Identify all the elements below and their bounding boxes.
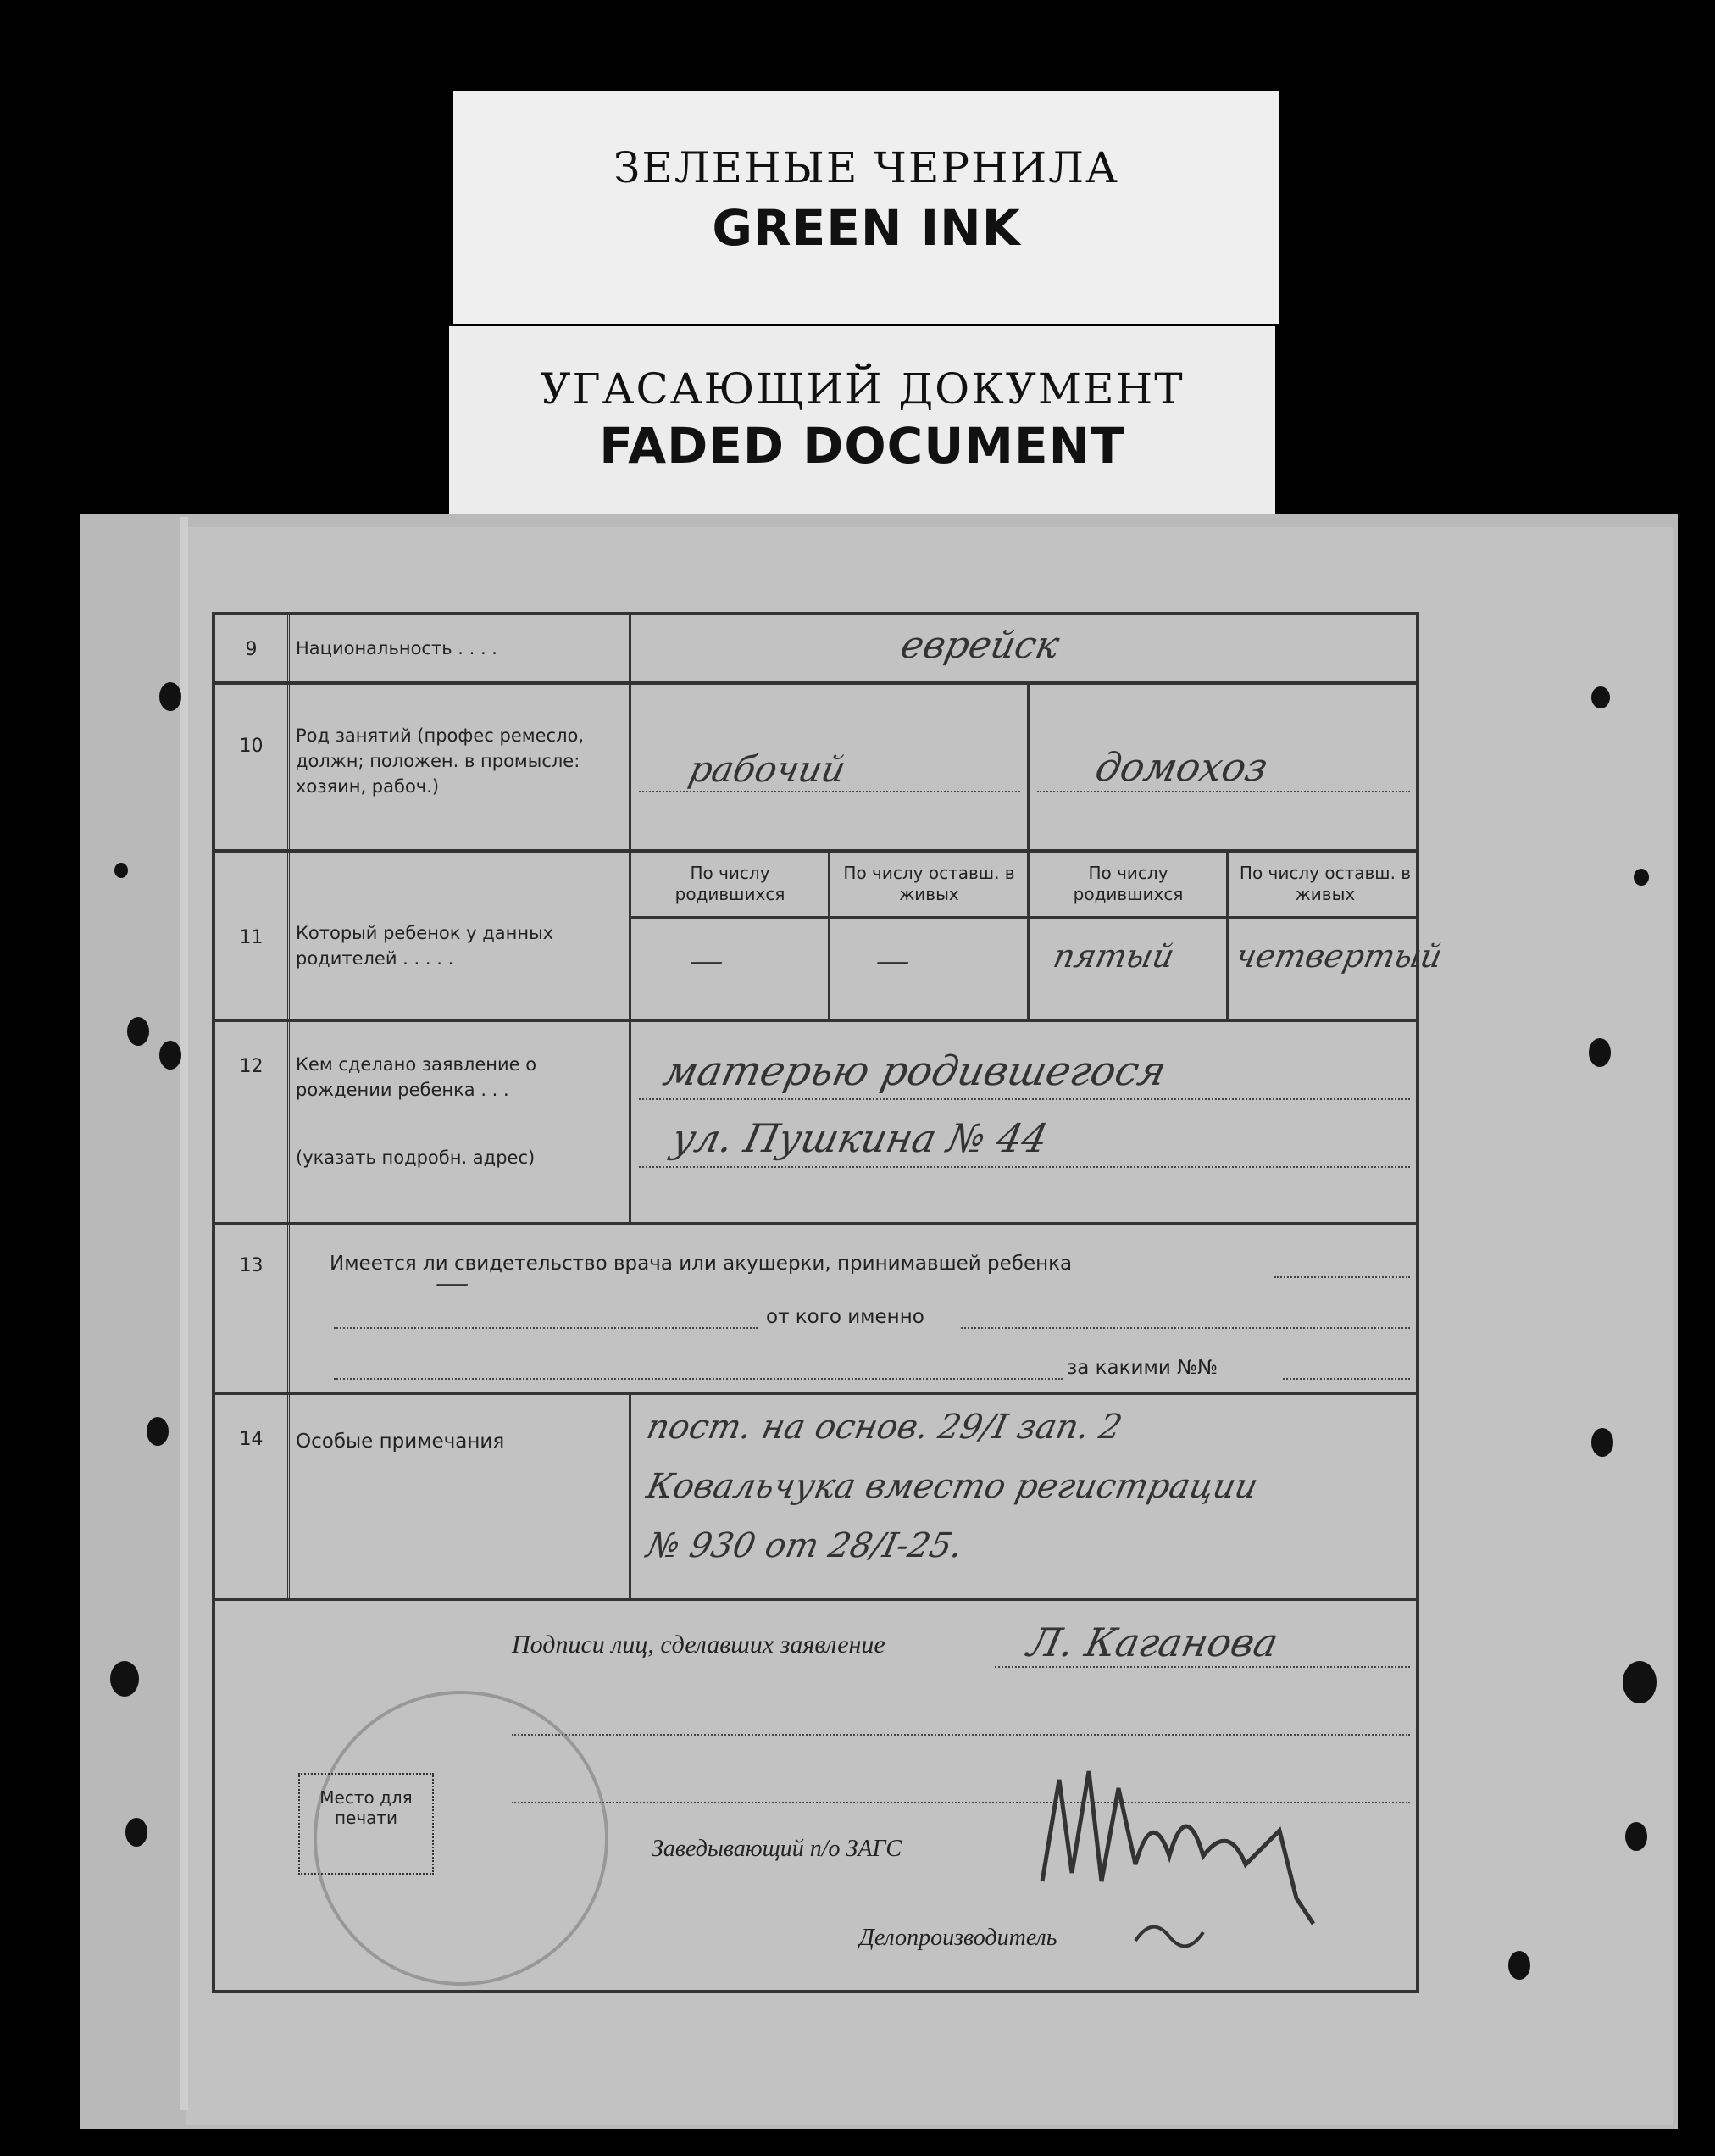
- column-header: По числу оставш. в живых: [843, 863, 1015, 904]
- page-fold: [180, 517, 188, 2110]
- column-header: По числу родившихся: [674, 863, 785, 904]
- special-notes-line-3: № 930 от 28/I-25.: [643, 1526, 967, 1565]
- certificate-dash: —: [431, 1264, 474, 1303]
- row-number: 12: [215, 1022, 290, 1222]
- punch-hole: [1591, 1428, 1613, 1457]
- punch-hole: [127, 1017, 149, 1046]
- column-divider: [1226, 853, 1229, 1019]
- father-occupation-value: рабочий: [685, 748, 850, 790]
- special-notes-line-2: Ковальчука вместо регистрации: [643, 1467, 1262, 1506]
- clerk-label: Делопроизводитель: [859, 1925, 1057, 1951]
- column-divider: [1027, 685, 1030, 849]
- declarant-value: матерью родившегося: [659, 1047, 1171, 1095]
- dotted-line: [334, 1378, 1063, 1380]
- born-count-mother: пятый: [1050, 937, 1178, 975]
- stamp-place-box: Место для печати: [298, 1773, 434, 1875]
- signatures-label: Подписи лиц, сделавших заявление: [512, 1631, 885, 1659]
- address-label: (указать подробн. адрес): [296, 1147, 536, 1168]
- column-divider: [629, 1022, 631, 1222]
- row-medical-certificate: [215, 1225, 1416, 1395]
- dotted-line: [1274, 1276, 1410, 1278]
- punch-hole: [1508, 1951, 1530, 1980]
- row-number: 11: [215, 853, 290, 1019]
- header-divider: [629, 916, 1416, 919]
- dotted-line: [639, 1166, 1410, 1168]
- row-number: 9: [215, 615, 290, 681]
- declarant-address-value: ул. Пушкина № 44: [668, 1115, 1052, 1161]
- green-ink-label: [453, 91, 1279, 324]
- dotted-line: [995, 1666, 1410, 1668]
- column-divider: [1027, 853, 1030, 1019]
- row-number: 14: [215, 1395, 290, 1598]
- faded-document-ru: УГАСАЮЩИЙ ДОКУМЕНТ: [540, 364, 1185, 414]
- dotted-line: [1037, 791, 1410, 792]
- column-divider: [828, 853, 830, 1019]
- row-declarant: [215, 1022, 1416, 1225]
- alive-count-father: —: [872, 942, 914, 981]
- column-header: По числу родившихся: [1073, 863, 1184, 904]
- dotted-line: [334, 1327, 758, 1329]
- punch-hole: [114, 863, 128, 878]
- signature-value: Л. Каганова: [1024, 1620, 1283, 1665]
- column-divider: [629, 615, 631, 681]
- punch-hole: [1625, 1822, 1647, 1851]
- row-nationality: [215, 615, 1416, 685]
- column-header: По числу оставш. в живых: [1239, 863, 1412, 904]
- row-child-order: [215, 853, 1446, 1022]
- head-of-registry-label: Заведывающий п/о ЗАГС: [652, 1836, 902, 1862]
- punch-hole: [159, 682, 181, 711]
- certificate-question: Имеется ли свидетельство врача или акушерки, принимавшей ребенка: [330, 1253, 1073, 1275]
- mother-occupation-value: домохоз: [1091, 744, 1273, 790]
- special-notes-line-1: пост. на основ. 29/I зап. 2: [643, 1408, 1126, 1447]
- punch-hole: [159, 1041, 181, 1070]
- which-numbers-label: за какими №№: [1067, 1357, 1218, 1379]
- from-whom-label: от кого именно: [766, 1306, 924, 1328]
- special-notes-label: Особые примечания: [296, 1431, 505, 1453]
- column-divider: [629, 853, 631, 1019]
- occupation-label: Род занятий (профес ремесло, должн; положен. в промысле: хозяин, рабоч.): [296, 725, 585, 797]
- column-divider: [629, 685, 631, 849]
- punch-hole: [147, 1417, 169, 1446]
- faded-document-label: [449, 326, 1275, 517]
- dotted-line: [639, 791, 1020, 792]
- born-count-father: —: [685, 942, 728, 981]
- child-order-label: Который ребенок у данных родителей . . . . .: [296, 923, 554, 969]
- nationality-label: Национальность . . . .: [296, 638, 497, 658]
- row-special-notes: [215, 1395, 1416, 1601]
- green-ink-en: GREEN INK: [712, 199, 1021, 257]
- faded-document-en: FADED DOCUMENT: [599, 417, 1125, 475]
- nationality-value: еврейск: [896, 624, 1063, 667]
- dotted-line: [639, 1098, 1410, 1100]
- punch-hole: [125, 1818, 147, 1847]
- dotted-line: [961, 1327, 1410, 1329]
- punch-hole: [110, 1661, 139, 1697]
- green-ink-ru: ЗЕЛЕНЫЕ ЧЕРНИЛА: [613, 143, 1119, 192]
- clerk-signature: [1127, 1907, 1212, 1958]
- row-occupation: [215, 685, 1416, 853]
- alive-count-mother: четвертый: [1232, 937, 1446, 975]
- column-divider: [629, 1395, 631, 1598]
- row-number: 13: [215, 1225, 290, 1392]
- declarant-label: Кем сделано заявление о рождении ребенка . . .: [296, 1054, 537, 1100]
- row-number: 10: [215, 685, 290, 849]
- punch-hole: [1589, 1038, 1611, 1067]
- punch-hole: [1591, 686, 1610, 708]
- punch-hole: [1634, 869, 1649, 886]
- punch-hole: [1623, 1661, 1657, 1703]
- dotted-line: [1283, 1378, 1410, 1380]
